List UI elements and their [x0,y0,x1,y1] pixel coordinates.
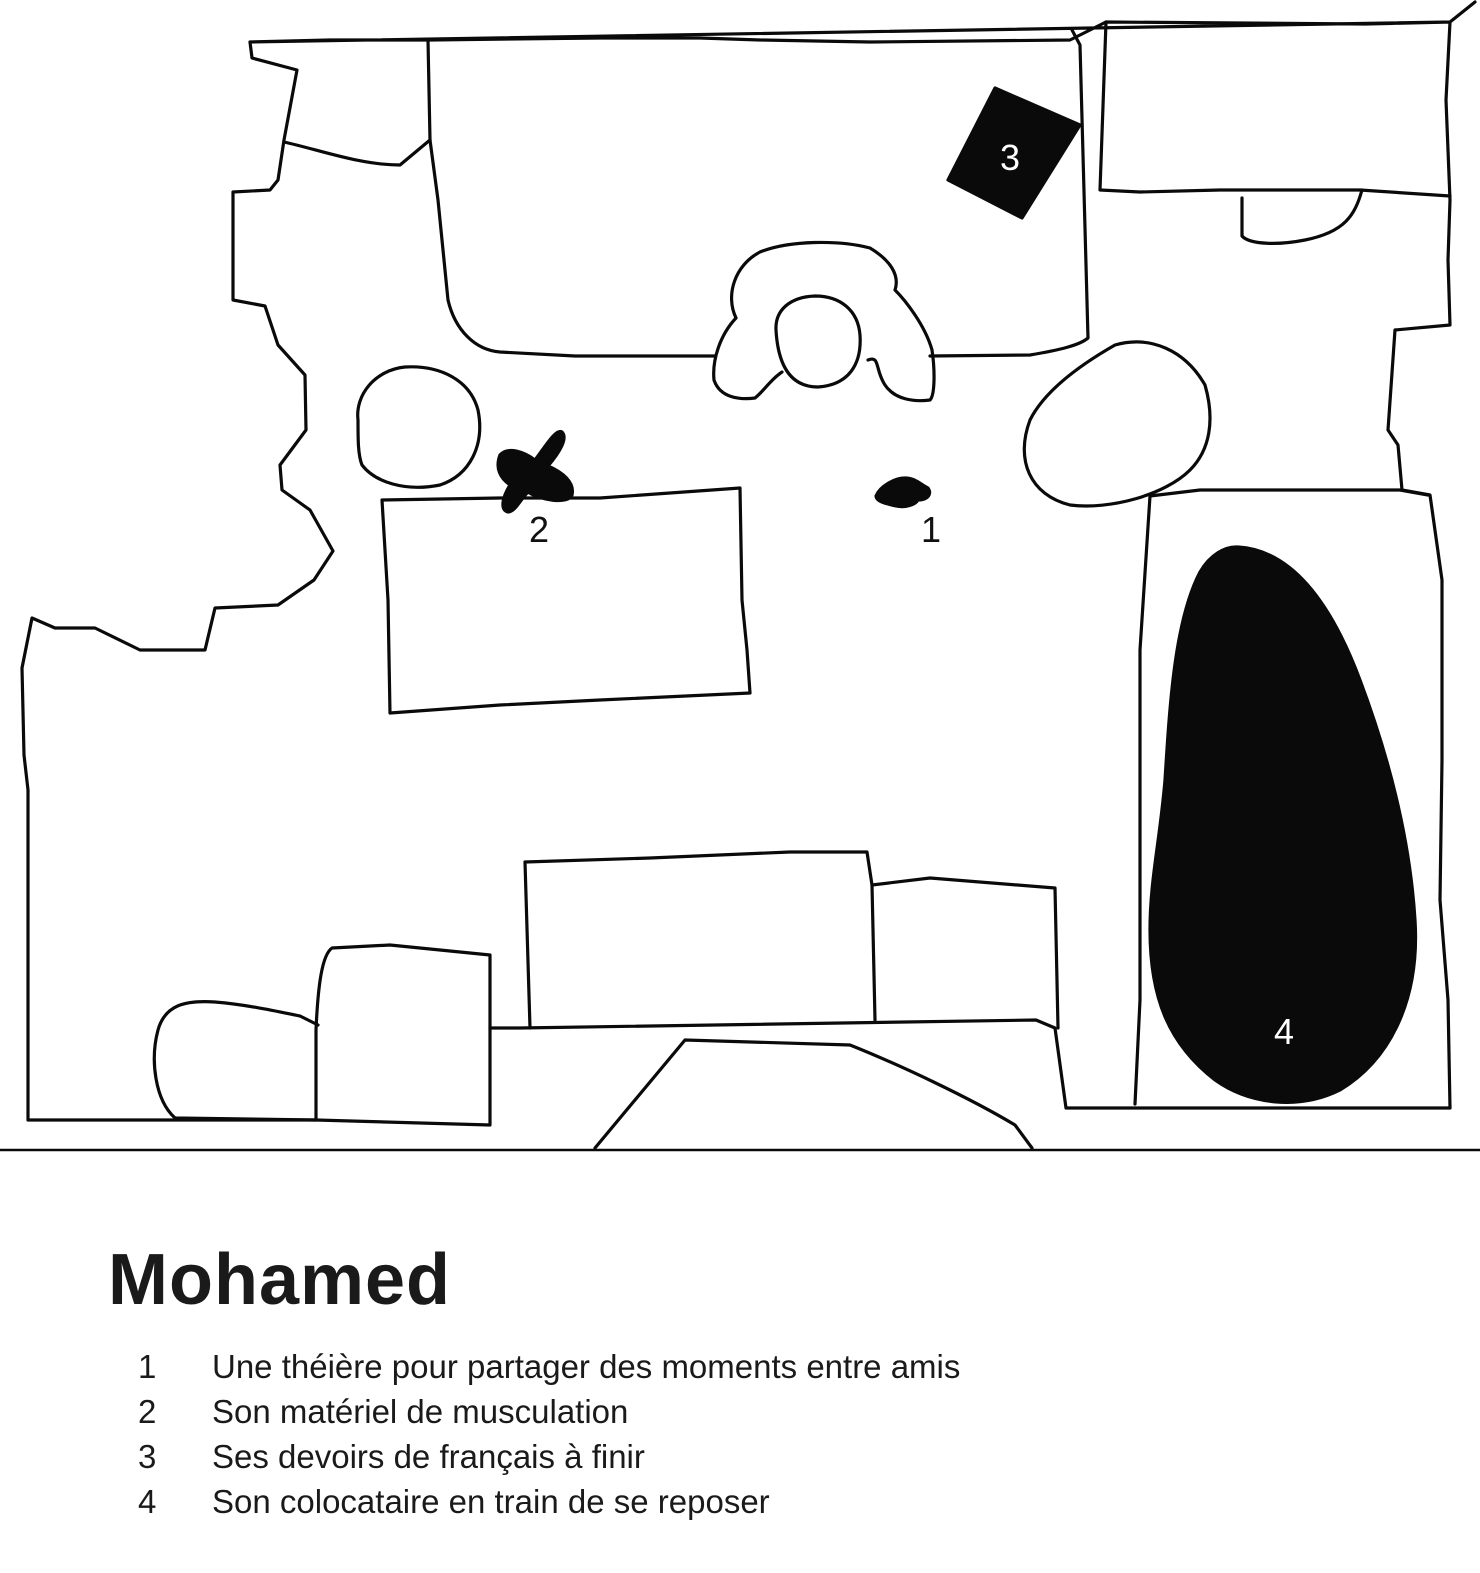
table-outline [382,488,750,713]
legend-label: Une théière pour partager des moments entre amis [212,1348,961,1385]
stool-right [1024,342,1210,506]
sofa-right [872,878,1058,1028]
sofa-left-cushion [154,1002,318,1120]
legend-number: 4 [138,1483,157,1520]
sofa-center [525,852,875,1028]
legend-label: Son matériel de musculation [212,1393,629,1430]
marker-number-1: 1 [921,509,942,550]
legend-label: Son colocataire en train de se reposer [212,1483,770,1520]
marker-number-4: 4 [1274,1011,1295,1052]
legend-number: 3 [138,1438,157,1475]
person-shoulders [714,242,934,400]
legend-item [130,1434,960,1479]
marker-number-2: 2 [529,509,550,550]
marker-number-3: 3 [1000,137,1021,178]
dumbbell-icon [498,431,572,512]
shelf-outline [284,140,430,165]
person-name-title: Mohamed [108,1240,452,1320]
caption-block [0,1160,1480,1573]
legend-list [130,1344,960,1524]
sofa-left-seat [316,945,490,1120]
person-head [776,296,860,387]
legend-number: 2 [138,1393,157,1430]
cabinet-drawer [1242,190,1362,243]
legend-item [130,1389,960,1434]
cabinet-outline [1100,22,1450,196]
legend-label: Ses devoirs de français à finir [212,1438,645,1475]
stool-left [358,367,480,487]
legend-item [130,1344,960,1389]
rug-outline [595,1040,1032,1148]
legend-item [130,1479,960,1524]
teapot-icon [876,478,930,507]
legend-number: 1 [138,1348,157,1385]
